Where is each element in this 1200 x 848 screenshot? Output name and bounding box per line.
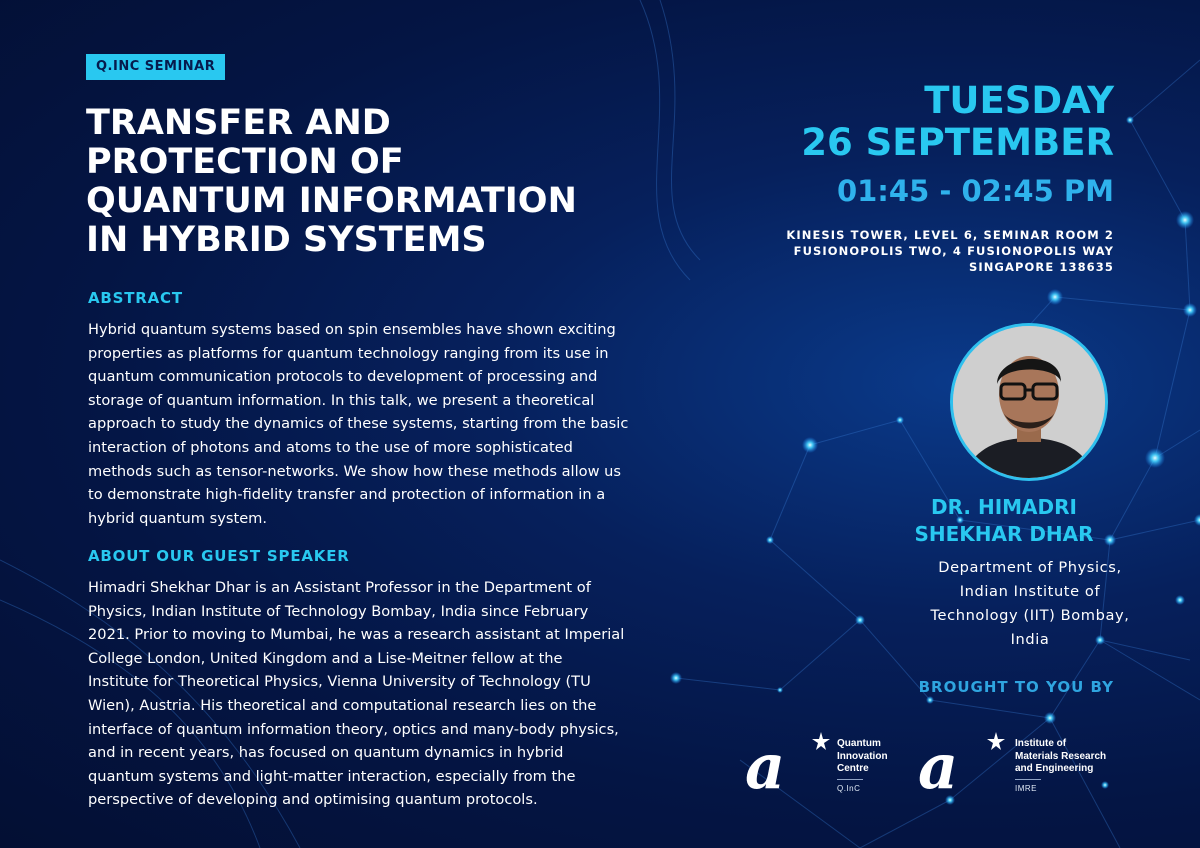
abstract-line: quantum communication protocols to development of processing and	[88, 368, 598, 386]
svg-text:a: a	[745, 730, 786, 798]
talk-title	[86, 104, 646, 260]
speaker-portrait-icon	[953, 326, 1105, 478]
venue-line: FUSIONOPOLIS TWO, 4 FUSIONOPOLIS WAY	[793, 244, 1114, 258]
bio-line: quantum systems and light-matter interaction, especially from the	[88, 767, 576, 785]
abstract-line: methods such as tensor-networks. We show how these methods allow us	[88, 462, 621, 480]
speaker-affiliation	[920, 556, 1140, 652]
imre-name	[1015, 738, 1106, 776]
affiliation-line: Department of Physics,	[938, 559, 1122, 576]
imre-logo	[918, 728, 1118, 798]
bio-line: perspective of developing and optimising quantum protocols.	[88, 791, 538, 809]
svg-text:a: a	[918, 730, 959, 798]
abstract-line: Hybrid quantum systems based on spin ensembles have shown exciting	[88, 321, 616, 338]
bio-line: College London, United Kingdom and a Lise-Meitner fellow at the	[88, 649, 563, 667]
talk-title-line: PROTECTION OF	[86, 142, 404, 182]
bio-line: 2021. Prior to moving to Mumbai, he was a research assistant at Imperial	[88, 626, 625, 644]
astar-logo-icon	[745, 728, 835, 798]
speaker-photo-frame	[950, 323, 1108, 481]
bio-line: Physics, Indian Institute of Technology Bombay, India since February	[88, 602, 589, 620]
astar-logo-icon	[918, 728, 1014, 798]
abstract-line: storage of quantum information. In this talk, we present a theoretical	[88, 391, 595, 409]
logo-name-line: and Engineering	[1015, 763, 1094, 774]
bio-line: interface of quantum information theory, optics and many-body physics,	[88, 720, 619, 738]
event-date: 26 SEPTEMBER	[801, 121, 1114, 164]
qinc-logo	[745, 728, 905, 798]
abstract-text	[88, 318, 648, 530]
imre-abbr: IMRE	[1015, 784, 1037, 793]
bio-line: and in recent years, has focused on quantum dynamics in hybrid	[88, 744, 564, 762]
speaker-bio-heading: ABOUT OUR GUEST SPEAKER	[88, 547, 350, 565]
affiliation-line: Indian Institute of	[959, 583, 1101, 600]
abstract-line: properties as platforms for quantum technology ranging from its use in	[88, 344, 609, 362]
abstract-line: approach to study the dynamics of these systems, starting from the basic	[88, 415, 629, 433]
talk-title-line: QUANTUM INFORMATION	[86, 181, 577, 221]
event-datetime	[801, 80, 1114, 210]
speaker-name-line: DR. HIMADRI	[931, 495, 1077, 519]
event-venue	[786, 227, 1114, 275]
affiliation-line: India	[1010, 631, 1050, 648]
venue-line: KINESIS TOWER, LEVEL 6, SEMINAR ROOM 2	[786, 228, 1114, 242]
event-day: TUESDAY	[924, 79, 1114, 122]
speaker-name-line: SHEKHAR DHAR	[914, 522, 1094, 546]
bio-line: Wien), Austria. His theoretical and computational research lies on the	[88, 696, 597, 714]
qinc-abbr: Q.InC	[837, 784, 861, 793]
logo-name-line: Materials Research	[1015, 750, 1107, 762]
speaker-bio-text	[88, 576, 648, 812]
abstract-line: to demonstrate high-fidelity transfer and protection of information in a	[88, 486, 606, 504]
bio-line: Himadri Shekhar Dhar is an Assistant Professor in the Department of	[88, 579, 591, 596]
abstract-line: hybrid quantum system.	[88, 509, 268, 527]
logo-name-line: Quantum	[837, 738, 881, 749]
sponsors-heading: BROUGHT TO YOU BY	[918, 678, 1114, 696]
logo-divider	[837, 779, 863, 780]
logo-divider	[1015, 779, 1041, 780]
talk-title-line: TRANSFER AND	[86, 103, 391, 143]
talk-title-line: IN HYBRID SYSTEMS	[86, 220, 487, 260]
logo-name-line: Innovation	[837, 750, 888, 762]
speaker-photo	[953, 326, 1105, 478]
abstract-heading: ABSTRACT	[88, 289, 183, 307]
bio-line: Institute for Theoretical Physics, Vienna University of Technology (TU	[88, 673, 591, 691]
logo-name-line: Centre	[837, 763, 869, 774]
qinc-name	[837, 738, 888, 776]
event-time: 01:45 - 02:45 PM	[836, 174, 1114, 208]
seminar-badge: Q.INC SEMINAR	[86, 54, 225, 80]
affiliation-line: Technology (IIT) Bombay,	[930, 607, 1130, 624]
venue-line: SINGAPORE 138635	[968, 260, 1114, 274]
logo-name-line: Institute of	[1015, 738, 1067, 749]
abstract-line: interaction of photons and atoms to the use of more sophisticated	[88, 438, 573, 456]
speaker-name	[894, 494, 1114, 548]
